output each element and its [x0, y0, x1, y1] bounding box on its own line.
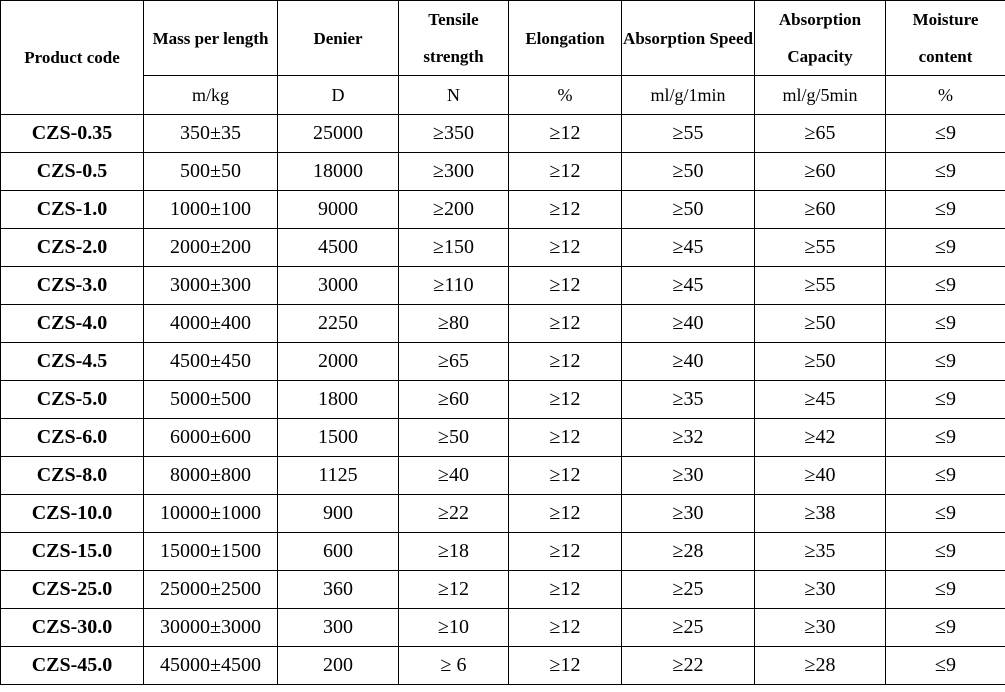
table-row [1, 457, 1005, 495]
cell-denier: 1500 [278, 419, 399, 457]
cell-mass-per-length: 1000±100 [144, 191, 278, 229]
cell-elongation: ≥12 [509, 495, 622, 533]
cell-denier: 200 [278, 647, 399, 685]
cell-elongation: ≥12 [509, 153, 622, 191]
cell-absorption-capacity: ≥65 [755, 115, 886, 153]
cell-elongation: ≥12 [509, 267, 622, 305]
cell-mass-per-length: 3000±300 [144, 267, 278, 305]
cell-absorption-capacity: ≥38 [755, 495, 886, 533]
cell-denier: 3000 [278, 267, 399, 305]
table-row [1, 647, 1005, 685]
cell-moisture-content: ≤9 [886, 495, 1005, 533]
unit-absorption-capacity: ml/g/5min [755, 76, 886, 115]
cell-absorption-speed: ≥30 [622, 495, 755, 533]
cell-product-code: CZS-4.5 [1, 343, 144, 381]
cell-moisture-content: ≤9 [886, 267, 1005, 305]
cell-moisture-content: ≤9 [886, 419, 1005, 457]
cell-tensile-strength: ≥40 [399, 457, 509, 495]
cell-tensile-strength: ≥150 [399, 229, 509, 267]
cell-tensile-strength: ≥ 6 [399, 647, 509, 685]
cell-absorption-capacity: ≥60 [755, 153, 886, 191]
cell-elongation: ≥12 [509, 381, 622, 419]
table-body [1, 115, 1005, 685]
cell-absorption-speed: ≥28 [622, 533, 755, 571]
cell-moisture-content: ≤9 [886, 533, 1005, 571]
cell-moisture-content: ≤9 [886, 115, 1005, 153]
cell-elongation: ≥12 [509, 571, 622, 609]
cell-tensile-strength: ≥18 [399, 533, 509, 571]
cell-moisture-content: ≤9 [886, 647, 1005, 685]
cell-denier: 9000 [278, 191, 399, 229]
unit-mass-per-length: m/kg [144, 76, 278, 115]
cell-tensile-strength: ≥300 [399, 153, 509, 191]
cell-product-code: CZS-15.0 [1, 533, 144, 571]
cell-absorption-speed: ≥35 [622, 381, 755, 419]
header-denier: Denier [278, 1, 399, 76]
table-row [1, 191, 1005, 229]
cell-moisture-content: ≤9 [886, 381, 1005, 419]
cell-elongation: ≥12 [509, 229, 622, 267]
cell-product-code: CZS-30.0 [1, 609, 144, 647]
table-row [1, 381, 1005, 419]
cell-product-code: CZS-5.0 [1, 381, 144, 419]
cell-mass-per-length: 6000±600 [144, 419, 278, 457]
unit-denier: D [278, 76, 399, 115]
cell-absorption-speed: ≥55 [622, 115, 755, 153]
cell-moisture-content: ≤9 [886, 153, 1005, 191]
table-row [1, 343, 1005, 381]
cell-denier: 360 [278, 571, 399, 609]
table-row [1, 609, 1005, 647]
cell-absorption-capacity: ≥30 [755, 571, 886, 609]
cell-mass-per-length: 350±35 [144, 115, 278, 153]
cell-tensile-strength: ≥65 [399, 343, 509, 381]
cell-moisture-content: ≤9 [886, 343, 1005, 381]
cell-moisture-content: ≤9 [886, 191, 1005, 229]
table-row [1, 495, 1005, 533]
cell-absorption-speed: ≥45 [622, 229, 755, 267]
cell-absorption-capacity: ≥50 [755, 343, 886, 381]
table-row [1, 533, 1005, 571]
cell-mass-per-length: 15000±1500 [144, 533, 278, 571]
cell-denier: 4500 [278, 229, 399, 267]
cell-denier: 2000 [278, 343, 399, 381]
cell-elongation: ≥12 [509, 609, 622, 647]
cell-product-code: CZS-10.0 [1, 495, 144, 533]
cell-denier: 2250 [278, 305, 399, 343]
cell-moisture-content: ≤9 [886, 457, 1005, 495]
cell-product-code: CZS-0.5 [1, 153, 144, 191]
cell-absorption-capacity: ≥55 [755, 267, 886, 305]
cell-absorption-speed: ≥40 [622, 343, 755, 381]
cell-mass-per-length: 25000±2500 [144, 571, 278, 609]
cell-tensile-strength: ≥22 [399, 495, 509, 533]
cell-moisture-content: ≤9 [886, 609, 1005, 647]
cell-moisture-content: ≤9 [886, 229, 1005, 267]
cell-product-code: CZS-45.0 [1, 647, 144, 685]
cell-absorption-speed: ≥50 [622, 153, 755, 191]
cell-tensile-strength: ≥60 [399, 381, 509, 419]
cell-mass-per-length: 4500±450 [144, 343, 278, 381]
cell-product-code: CZS-3.0 [1, 267, 144, 305]
header-tensile-strength: Tensile strength [399, 1, 509, 76]
cell-tensile-strength: ≥10 [399, 609, 509, 647]
table-header [1, 1, 1005, 115]
cell-denier: 1800 [278, 381, 399, 419]
cell-absorption-capacity: ≥55 [755, 229, 886, 267]
unit-absorption-speed: ml/g/1min [622, 76, 755, 115]
cell-moisture-content: ≤9 [886, 571, 1005, 609]
cell-elongation: ≥12 [509, 343, 622, 381]
cell-product-code: CZS-0.35 [1, 115, 144, 153]
cell-absorption-speed: ≥30 [622, 457, 755, 495]
table-row [1, 571, 1005, 609]
cell-absorption-capacity: ≥28 [755, 647, 886, 685]
cell-mass-per-length: 4000±400 [144, 305, 278, 343]
cell-absorption-speed: ≥32 [622, 419, 755, 457]
cell-denier: 1125 [278, 457, 399, 495]
cell-moisture-content: ≤9 [886, 305, 1005, 343]
cell-elongation: ≥12 [509, 457, 622, 495]
header-product-code: Product code [1, 1, 144, 115]
cell-absorption-capacity: ≥60 [755, 191, 886, 229]
unit-tensile-strength: N [399, 76, 509, 115]
cell-elongation: ≥12 [509, 191, 622, 229]
cell-absorption-speed: ≥22 [622, 647, 755, 685]
cell-tensile-strength: ≥80 [399, 305, 509, 343]
cell-absorption-speed: ≥40 [622, 305, 755, 343]
cell-absorption-capacity: ≥35 [755, 533, 886, 571]
unit-moisture-content: % [886, 76, 1005, 115]
cell-mass-per-length: 500±50 [144, 153, 278, 191]
table-row [1, 305, 1005, 343]
cell-absorption-speed: ≥45 [622, 267, 755, 305]
cell-denier: 25000 [278, 115, 399, 153]
cell-absorption-capacity: ≥42 [755, 419, 886, 457]
table-row [1, 229, 1005, 267]
cell-product-code: CZS-2.0 [1, 229, 144, 267]
cell-mass-per-length: 10000±1000 [144, 495, 278, 533]
cell-elongation: ≥12 [509, 533, 622, 571]
cell-absorption-capacity: ≥45 [755, 381, 886, 419]
table-row [1, 115, 1005, 153]
cell-elongation: ≥12 [509, 419, 622, 457]
cell-absorption-capacity: ≥30 [755, 609, 886, 647]
cell-product-code: CZS-8.0 [1, 457, 144, 495]
cell-elongation: ≥12 [509, 305, 622, 343]
cell-denier: 900 [278, 495, 399, 533]
cell-tensile-strength: ≥200 [399, 191, 509, 229]
cell-absorption-speed: ≥25 [622, 609, 755, 647]
cell-mass-per-length: 2000±200 [144, 229, 278, 267]
cell-product-code: CZS-25.0 [1, 571, 144, 609]
cell-mass-per-length: 30000±3000 [144, 609, 278, 647]
cell-denier: 600 [278, 533, 399, 571]
table-row [1, 267, 1005, 305]
cell-product-code: CZS-6.0 [1, 419, 144, 457]
header-mass-per-length: Mass per length [144, 1, 278, 76]
cell-denier: 18000 [278, 153, 399, 191]
cell-mass-per-length: 45000±4500 [144, 647, 278, 685]
cell-elongation: ≥12 [509, 115, 622, 153]
header-absorption-speed: Absorption Speed [622, 1, 755, 76]
cell-tensile-strength: ≥110 [399, 267, 509, 305]
header-absorption-capacity: Absorption Capacity [755, 1, 886, 76]
cell-absorption-speed: ≥50 [622, 191, 755, 229]
cell-product-code: CZS-1.0 [1, 191, 144, 229]
cell-absorption-capacity: ≥50 [755, 305, 886, 343]
unit-elongation: % [509, 76, 622, 115]
header-elongation: Elongation [509, 1, 622, 76]
cell-denier: 300 [278, 609, 399, 647]
cell-tensile-strength: ≥12 [399, 571, 509, 609]
cell-absorption-capacity: ≥40 [755, 457, 886, 495]
table-row [1, 153, 1005, 191]
cell-tensile-strength: ≥50 [399, 419, 509, 457]
header-moisture-content: Moisture content [886, 1, 1005, 76]
table-row [1, 419, 1005, 457]
cell-product-code: CZS-4.0 [1, 305, 144, 343]
cell-mass-per-length: 5000±500 [144, 381, 278, 419]
cell-absorption-speed: ≥25 [622, 571, 755, 609]
cell-elongation: ≥12 [509, 647, 622, 685]
cell-tensile-strength: ≥350 [399, 115, 509, 153]
cell-mass-per-length: 8000±800 [144, 457, 278, 495]
